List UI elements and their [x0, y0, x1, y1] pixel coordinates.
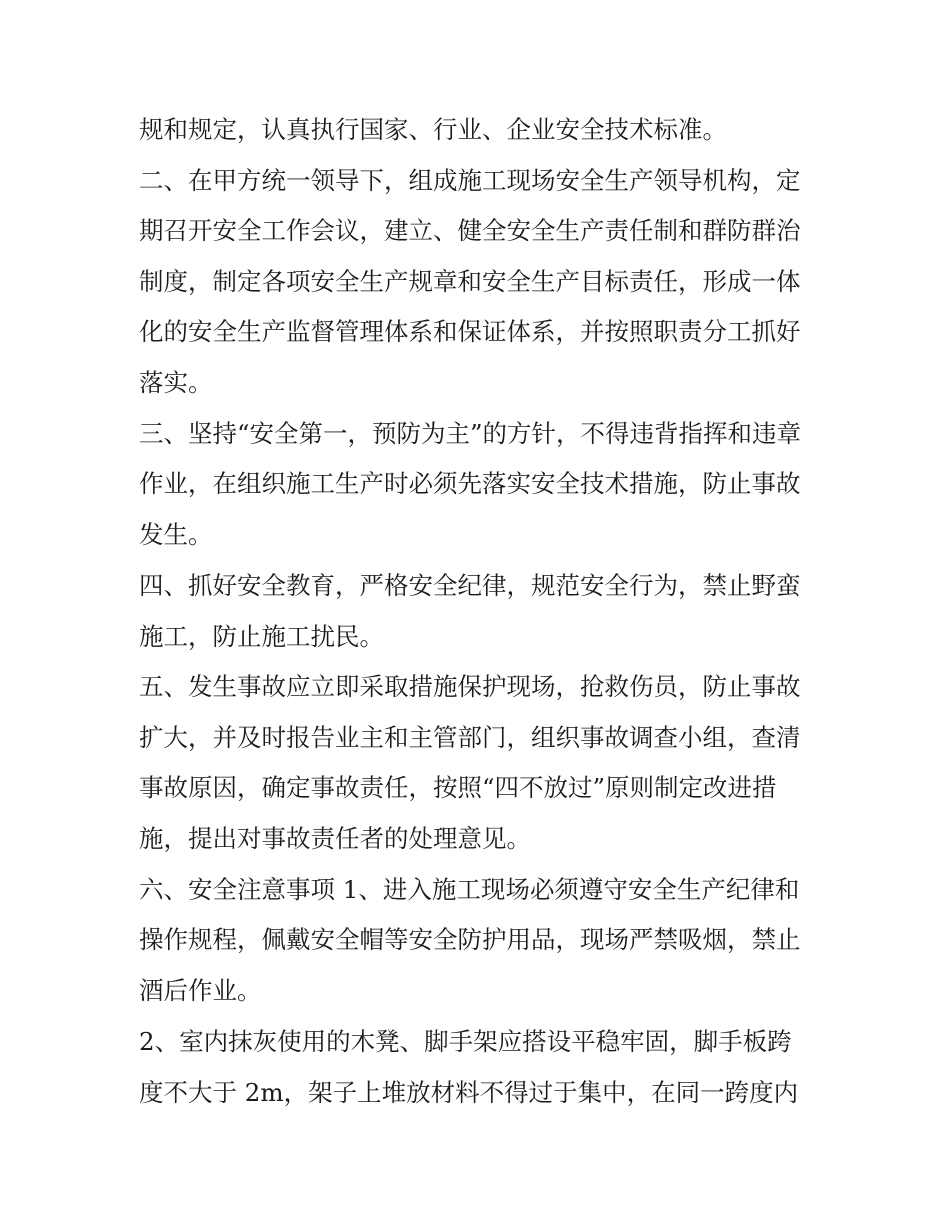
text-line: 施，提出对事故责任者的处理意见。: [139, 824, 531, 853]
text-line: 扩大，并及时报告业主和主管部门，组织事故调查小组，查清: [139, 723, 801, 752]
text-line: 酒后作业。: [139, 976, 262, 1005]
text-line: 五、发生事故应立即采取措施保护现场，抢救伤员，防止事故: [139, 672, 801, 701]
text-line: 度不大于 2m，架子上堆放材料不得过于集中，在同一跨度内: [139, 1078, 799, 1107]
text-line: 发生。: [139, 520, 213, 549]
text-line: 二、在甲方统一领导下，组成施工现场安全生产领导机构，定: [139, 166, 801, 195]
text-line: 作业，在组织施工生产时必须先落实安全技术措施，防止事故: [139, 469, 801, 498]
text-line: 操作规程，佩戴安全帽等安全防护用品，现场严禁吸烟，禁止: [139, 925, 801, 954]
text-line: 期召开安全工作会议，建立、健全安全生产责任制和群防群治: [139, 216, 801, 245]
text-line: 规和规定，认真执行国家、行业、企业安全技术标准。: [139, 115, 727, 144]
text-line: 事故原因，确定事故责任，按照“四不放过”原则制定改进措: [139, 773, 777, 802]
text-line: 施工，防止施工扰民。: [139, 622, 384, 651]
text-line: 制度，制定各项安全生产规章和安全生产目标责任，形成一体: [139, 267, 801, 296]
text-line: 落实。: [139, 368, 213, 397]
text-line: 六、安全注意事项 1、进入施工现场必须遵守安全生产纪律和: [139, 875, 800, 904]
text-line: 三、坚持“安全第一，预防为主”的方针，不得违背指挥和违章: [139, 419, 802, 448]
text-line: 四、抓好安全教育，严格安全纪律，规范安全行为，禁止野蛮: [139, 571, 801, 600]
text-line: 化的安全生产监督管理体系和保证体系，并按照职责分工抓好: [139, 317, 801, 346]
text-line: 2、室内抹灰使用的木凳、脚手架应搭设平稳牢固，脚手板跨: [139, 1027, 792, 1056]
